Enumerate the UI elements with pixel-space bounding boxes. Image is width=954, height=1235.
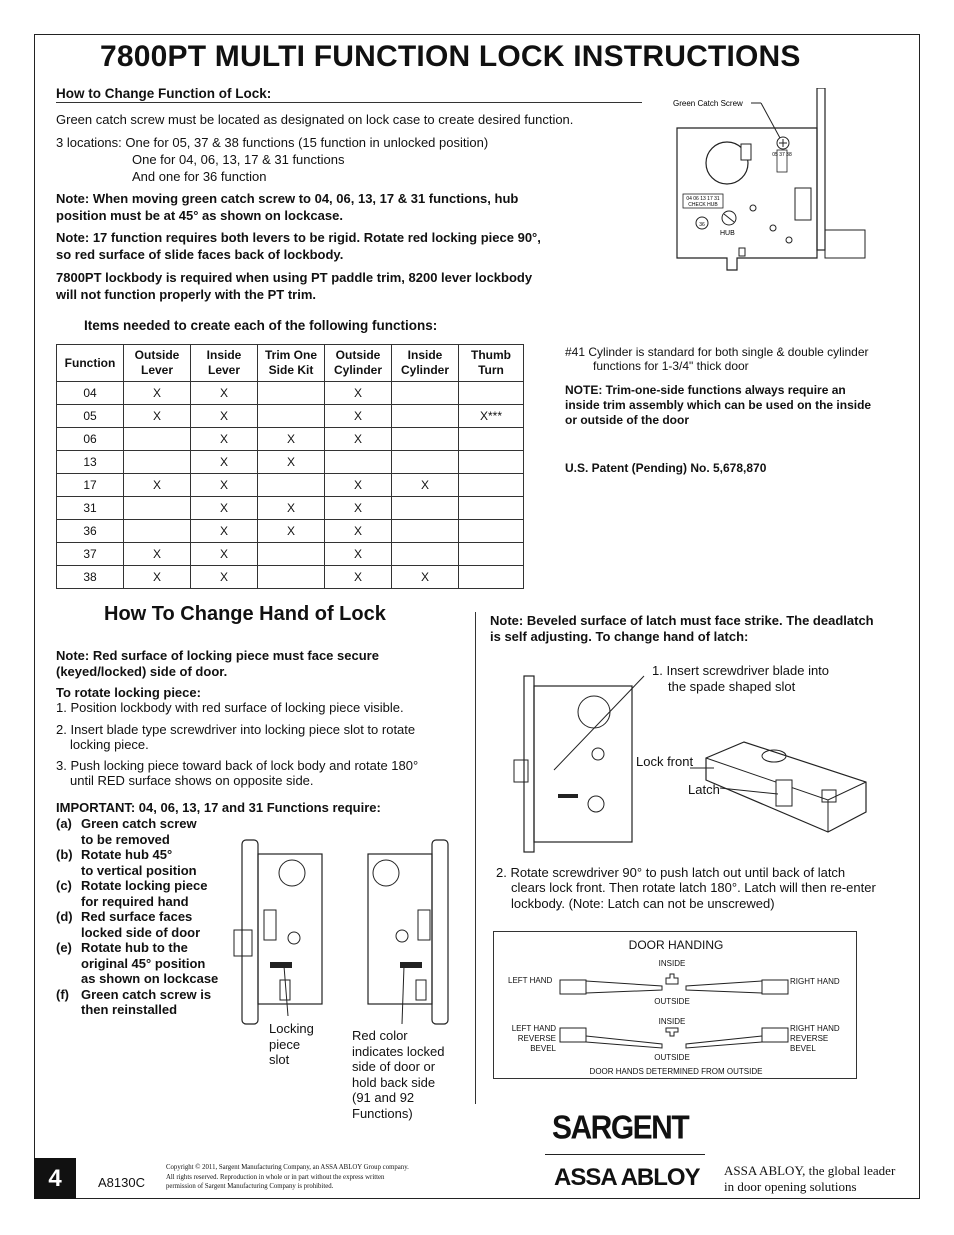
table-cell	[459, 566, 524, 589]
col-function: Function	[57, 345, 124, 382]
requirements-list	[56, 816, 246, 1018]
cylinder-note-2: functions for 1-3/4" thick door	[593, 359, 749, 373]
table-cell: X	[124, 566, 191, 589]
column-divider	[475, 612, 476, 1104]
table-cell	[258, 543, 325, 566]
table-cell: X	[191, 566, 258, 589]
list-item-text: then reinstalled	[81, 1002, 178, 1017]
label-line: REVERSE	[790, 1034, 829, 1043]
list-item-text: Rotate hub 45°	[81, 847, 173, 862]
step-3-line-1: 3. Push locking piece toward back of lock body and rotate 180°	[56, 758, 419, 773]
col-outside-cylinder: Outside Cylinder	[325, 345, 392, 382]
table-cell: X	[325, 543, 392, 566]
note-hub-line-2: position must be at 45° as shown on lockcase.	[56, 208, 343, 223]
table-row	[57, 474, 524, 497]
red-note-1: Note: Red surface of locking piece must face secure	[56, 648, 379, 663]
list-item-text: to vertical position	[81, 862, 197, 878]
table-cell: X	[325, 405, 392, 428]
catch-screw-text: Green catch screw must be located as designated on lock case to create desired function.	[56, 112, 574, 127]
table-cell	[392, 428, 459, 451]
numbers-row-label: 04 06 13 17 31	[686, 196, 720, 202]
table-row	[57, 405, 524, 428]
door-handing-footer: DOOR HANDS DETERMINED FROM OUTSIDE	[589, 1067, 763, 1076]
col-trim-one-side: Trim One Side Kit	[258, 345, 325, 382]
table-row	[57, 520, 524, 543]
col-inside-lever: Inside Lever	[191, 345, 258, 382]
table-cell: X	[191, 543, 258, 566]
inside-label-bottom: INSIDE	[658, 1017, 686, 1026]
list-item-tag: (d)	[56, 909, 73, 924]
table-cell	[459, 543, 524, 566]
note-pt-line-1: 7800PT lockbody is required when using PT paddle trim, 8200 lever lockbody	[56, 270, 533, 285]
table-cell: X	[258, 428, 325, 451]
trim-note-3: or outside of the door	[565, 413, 689, 427]
lock-front-label: Lock front	[636, 754, 694, 769]
table-cell: X	[191, 497, 258, 520]
list-item-text: Green catch screw is	[81, 986, 212, 1002]
table-cell: X	[191, 382, 258, 405]
lockcase-diagram	[665, 88, 875, 278]
outside-label-top: OUTSIDE	[654, 997, 690, 1006]
label-line: LEFT HAND	[511, 1024, 556, 1033]
table-cell: X	[191, 474, 258, 497]
red-note-2: (keyed/locked) side of door.	[56, 664, 228, 679]
table-cell: X	[191, 520, 258, 543]
num-36-label: 36	[699, 222, 705, 228]
table-cell	[459, 497, 524, 520]
table-cell: X	[124, 405, 191, 428]
tagline-line: ASSA ABLOY, the global leader	[724, 1163, 896, 1178]
doc-code: A8130C	[98, 1175, 145, 1190]
table-row	[57, 497, 524, 520]
copyright-line: Copyright © 2011, Sargent Manufacturing Company, an ASSA ABLOY Group company.	[166, 1164, 409, 1171]
function-code-cell: 04	[57, 382, 124, 405]
function-code-cell: 31	[57, 497, 124, 520]
table-cell	[392, 382, 459, 405]
callout-line: indicates locked	[352, 1043, 445, 1059]
callout-line: slot	[269, 1052, 290, 1067]
right-hand-label: RIGHT HAND	[790, 977, 840, 986]
table-header-row	[57, 345, 524, 382]
function-code-cell: 17	[57, 474, 124, 497]
page-title: 7800PT MULTI FUNCTION LOCK INSTRUCTIONS	[100, 40, 801, 73]
table-cell	[258, 474, 325, 497]
lockbody-diagrams	[232, 838, 452, 1028]
trim-note-2: inside trim assembly which can be used on the inside	[565, 398, 872, 412]
important-heading: IMPORTANT: 04, 06, 13, 17 and 31 Functions require:	[56, 800, 381, 815]
table-cell	[392, 543, 459, 566]
note-pt-line-2: will not function properly with the PT trim.	[56, 287, 316, 302]
tagline-line: in door opening solutions	[724, 1178, 857, 1194]
callout-line: hold back side	[352, 1074, 436, 1090]
callout-line: (91 and 92	[352, 1090, 415, 1105]
functions-table	[56, 344, 524, 589]
latch-step-2-line-3: lockbody. (Note: Latch can not be unscrewed)	[511, 896, 775, 911]
table-cell: X	[325, 497, 392, 520]
tagline	[724, 1163, 895, 1194]
list-item	[56, 878, 246, 909]
function-code-cell: 38	[57, 566, 124, 589]
list-item-tag: (e)	[56, 940, 72, 955]
list-item	[56, 909, 246, 940]
function-code-cell: 06	[57, 428, 124, 451]
list-item	[56, 847, 246, 878]
table-cell: X	[258, 497, 325, 520]
red-color-callout	[352, 1028, 445, 1121]
latch-step-2-line-1: 2. Rotate screwdriver 90° to push latch out until back of latch	[496, 865, 846, 880]
table-cell: X	[191, 451, 258, 474]
latch-note-2: is self adjusting. To change hand of latch:	[490, 629, 749, 644]
label-line: RIGHT HAND	[790, 1024, 840, 1033]
table-cell	[459, 451, 524, 474]
table-cell	[459, 520, 524, 543]
callout-line: Functions)	[352, 1105, 413, 1121]
table-row	[57, 428, 524, 451]
items-heading: Items needed to create each of the following functions:	[84, 318, 438, 333]
table-cell: X	[325, 566, 392, 589]
patent-text: U.S. Patent (Pending) No. 5,678,870	[565, 461, 767, 475]
latch-step-1-line-1: 1. Insert screwdriver blade into	[652, 663, 830, 678]
function-code-cell: 13	[57, 451, 124, 474]
hub-label: HUB	[720, 230, 735, 237]
callout-line: Red color	[352, 1028, 408, 1043]
table-cell: X	[325, 520, 392, 543]
table-cell: X	[124, 543, 191, 566]
locations-line-2: One for 04, 06, 13, 17 & 31 functions	[132, 152, 345, 167]
table-cell	[124, 520, 191, 543]
table-cell: X	[258, 451, 325, 474]
table-cell	[459, 428, 524, 451]
table-cell	[258, 382, 325, 405]
table-cell	[459, 474, 524, 497]
step-2-line-1: 2. Insert blade type screwdriver into locking piece slot to rotate	[56, 722, 416, 737]
list-item-tag: (f)	[56, 986, 69, 1002]
table-cell	[124, 451, 191, 474]
table-cell: X	[392, 474, 459, 497]
table-cell	[258, 405, 325, 428]
list-item-text: Rotate locking piece	[81, 878, 208, 893]
list-item-tag: (a)	[56, 816, 72, 831]
copyright-line: permission of Sargent Manufacturing Company is prohibited.	[166, 1183, 334, 1190]
table-cell: X	[191, 428, 258, 451]
list-item-text: original 45° position	[81, 955, 206, 971]
list-item	[56, 816, 246, 847]
door-handing-title: DOOR HANDING	[628, 938, 724, 952]
latch-step-1-line-2: the spade shaped slot	[668, 679, 796, 694]
table-row	[57, 451, 524, 474]
table-cell	[392, 405, 459, 428]
table-row	[57, 543, 524, 566]
note-17-line-2: so red surface of slide faces back of lockbody.	[56, 247, 344, 262]
list-item-tag: (c)	[56, 878, 72, 893]
label-line: BEVEL	[530, 1044, 556, 1053]
list-item-text: locked side of door	[81, 924, 201, 940]
label-line: BEVEL	[790, 1044, 816, 1053]
latch-diagram	[510, 672, 880, 862]
table-cell	[258, 566, 325, 589]
latch-note-1: Note: Beveled surface of latch must face strike. The deadlatch	[490, 613, 874, 628]
table-cell	[124, 497, 191, 520]
latch-label: Latch	[688, 782, 720, 797]
col-inside-cylinder: Inside Cylinder	[392, 345, 459, 382]
col-outside-lever: Outside Lever	[124, 345, 191, 382]
change-function-heading: How to Change Function of Lock:	[56, 86, 272, 101]
callout-line: Locking	[269, 1021, 314, 1036]
step-1: 1. Position lockbody with red surface of locking piece visible.	[56, 700, 404, 715]
callout-line: piece	[269, 1036, 301, 1052]
table-row	[57, 566, 524, 589]
heading-rule	[56, 102, 642, 103]
table-cell: X	[392, 566, 459, 589]
table-cell	[124, 428, 191, 451]
page-number: 4	[34, 1158, 76, 1199]
table-row	[57, 382, 524, 405]
list-item-text: Red surface faces	[81, 909, 193, 924]
inside-label-top: INSIDE	[658, 959, 686, 968]
table-cell	[392, 497, 459, 520]
rotate-heading: To rotate locking piece:	[56, 685, 201, 700]
step-3-line-2: until RED surface shows on opposite side.	[70, 773, 314, 788]
outside-label-bottom: OUTSIDE	[654, 1053, 690, 1062]
door-handing-box	[493, 931, 857, 1079]
label-line: REVERSE	[517, 1034, 556, 1043]
list-item	[56, 940, 246, 987]
table-cell: X	[325, 428, 392, 451]
table-cell: X	[124, 474, 191, 497]
function-code-cell: 05	[57, 405, 124, 428]
list-item-text: for required hand	[81, 893, 189, 909]
latch-step-2-line-2: clears lock front. Then rotate latch 180°. Latch will then re-enter	[511, 880, 876, 895]
list-item-text: Rotate hub to the	[81, 940, 188, 955]
assa-abloy-logo: ASSA ABLOY	[554, 1164, 700, 1191]
list-item-text: Green catch screw	[81, 816, 197, 831]
table-cell: X	[191, 405, 258, 428]
list-item-text: as shown on lockcase	[81, 971, 219, 986]
locations-line-3: And one for 36 function	[132, 169, 267, 184]
green-screw-label: Green Catch Screw	[673, 99, 743, 108]
note-hub-line-1: Note: When moving green catch screw to 04, 06, 13, 17 & 31 functions, hub	[56, 191, 519, 206]
left-hand-label: LEFT HAND	[508, 976, 553, 985]
table-cell: X***	[459, 405, 524, 428]
table-cell: X	[258, 520, 325, 543]
col-thumb-turn: Thumb Turn	[459, 345, 524, 382]
copyright-block	[166, 1163, 409, 1192]
table-cell	[392, 451, 459, 474]
change-hand-heading: How To Change Hand of Lock	[104, 603, 386, 625]
step-2-line-2: locking piece.	[70, 737, 149, 752]
list-item-tag: (b)	[56, 847, 73, 862]
list-item-text: to be removed	[81, 831, 170, 847]
locations-line-1: 3 locations: One for 05, 37 & 38 functions (15 function in unlocked position)	[56, 135, 489, 150]
table-cell: X	[124, 382, 191, 405]
function-code-cell: 36	[57, 520, 124, 543]
num-stack-label: 05 37 38	[772, 152, 792, 158]
sargent-logo: SARGENT	[552, 1110, 689, 1147]
table-cell: X	[325, 382, 392, 405]
door-swing-diagram	[494, 932, 856, 1078]
trim-note-1: NOTE: Trim-one-side functions always require an	[565, 383, 846, 397]
note-17-line-1: Note: 17 function requires both levers to be rigid. Rotate red locking piece 90°,	[56, 230, 541, 245]
brand-rule	[545, 1154, 705, 1155]
copyright-line: All rights reserved. Reproduction in whole or in part without the express written	[166, 1173, 385, 1181]
table-cell	[459, 382, 524, 405]
function-code-cell: 37	[57, 543, 124, 566]
check-hub-label: CHECK HUB	[688, 202, 718, 208]
table-cell	[392, 520, 459, 543]
callout-line: side of door or	[352, 1059, 436, 1074]
cylinder-note-1: #41 Cylinder is standard for both single & double cylinder	[565, 345, 869, 359]
table-cell: X	[325, 474, 392, 497]
table-cell	[325, 451, 392, 474]
list-item	[56, 987, 246, 1018]
locking-slot-callout	[269, 1021, 314, 1068]
